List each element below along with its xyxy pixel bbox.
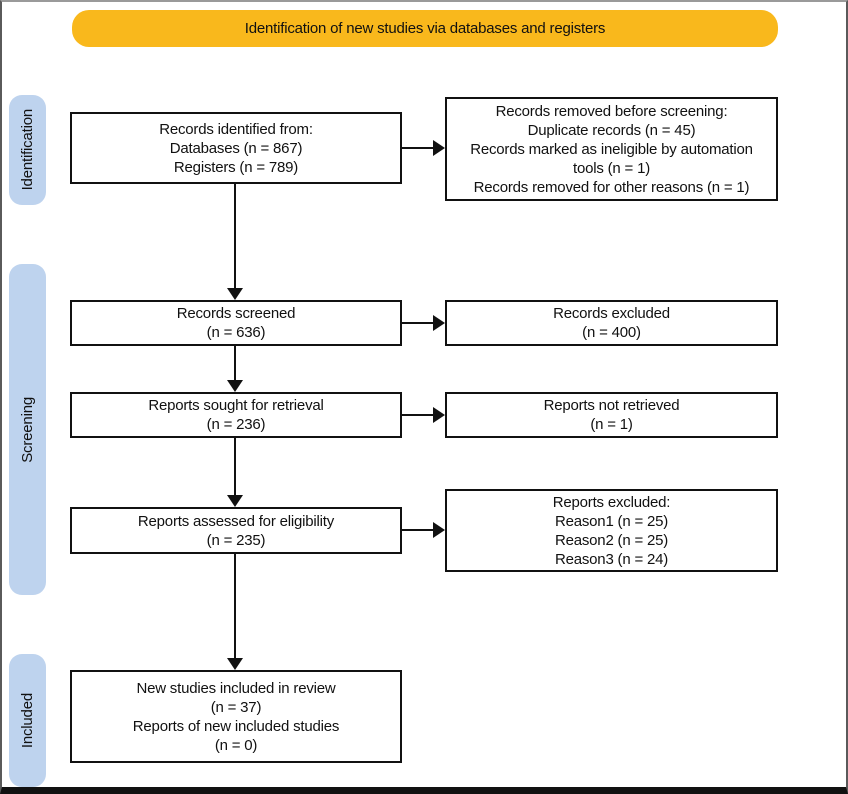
box-line: Reports sought for retrieval [148,397,324,414]
box-line: Records marked as ineligible by automation tools (n = 1) [470,140,753,177]
box-line: Duplicate records (n = 45) [527,121,696,139]
reports-assessed-box [70,507,402,554]
box-line: (n = 1) [590,416,633,433]
box-line: Reason2 (n = 25) [554,531,669,549]
box-line: Reports of new included studies [132,717,340,735]
box-line: Reports assessed for eligibility [137,512,335,530]
box-line: Registers (n = 789) [173,158,299,176]
box-line: (n = 37) [210,698,262,716]
phase-label-identification [9,95,46,205]
banner-label: Identification of new studies via databases and registers [244,20,606,37]
phase-label-included [9,654,46,787]
box-line: (n = 235) [206,531,266,549]
box-line: Records screened [176,305,296,322]
box-line: Reports not retrieved [543,397,680,414]
phase-label-text: Screening [19,396,36,463]
studies-included-box [70,670,402,763]
box-line: Records removed for other reasons (n = 1) [473,178,750,196]
reports-sought-box [70,392,402,438]
box-line: (n = 636) [206,324,266,341]
box-line: (n = 400) [582,324,641,341]
records-removed-box [445,97,778,201]
box-line: Records identified from: [159,120,313,138]
box-line: Records removed before screening: [495,102,728,120]
arrow-assessed-to-excluded [402,529,434,531]
phase-label-text: Identification [19,109,36,191]
records-excluded-box [445,300,778,346]
arrow-screened-to-sought [234,346,236,381]
reports-excluded-box [445,489,778,572]
banner [72,10,778,47]
arrow-identified-to-removed [402,147,434,149]
box-line: New studies included in review [136,679,336,697]
box-line: (n = 236) [206,416,266,433]
box-line: Databases (n = 867) [169,139,303,157]
records-identified-box [70,112,402,184]
arrow-identified-to-screened [234,184,236,289]
phase-label-text: Included [19,692,36,749]
box-line: (n = 0) [214,736,258,754]
arrow-screened-to-excluded [402,322,434,324]
arrow-sought-to-assessed [234,438,236,496]
box-line: Records excluded [553,305,670,322]
records-screened-box [70,300,402,346]
box-line: Reason1 (n = 25) [554,512,669,530]
box-line: Reports excluded: [552,493,671,511]
box-line: Reason3 (n = 24) [554,550,669,568]
reports-not-retrieved-box [445,392,778,438]
arrow-sought-to-not-retrieved [402,414,434,416]
arrow-assessed-to-included [234,554,236,659]
phase-label-screening [9,264,46,595]
